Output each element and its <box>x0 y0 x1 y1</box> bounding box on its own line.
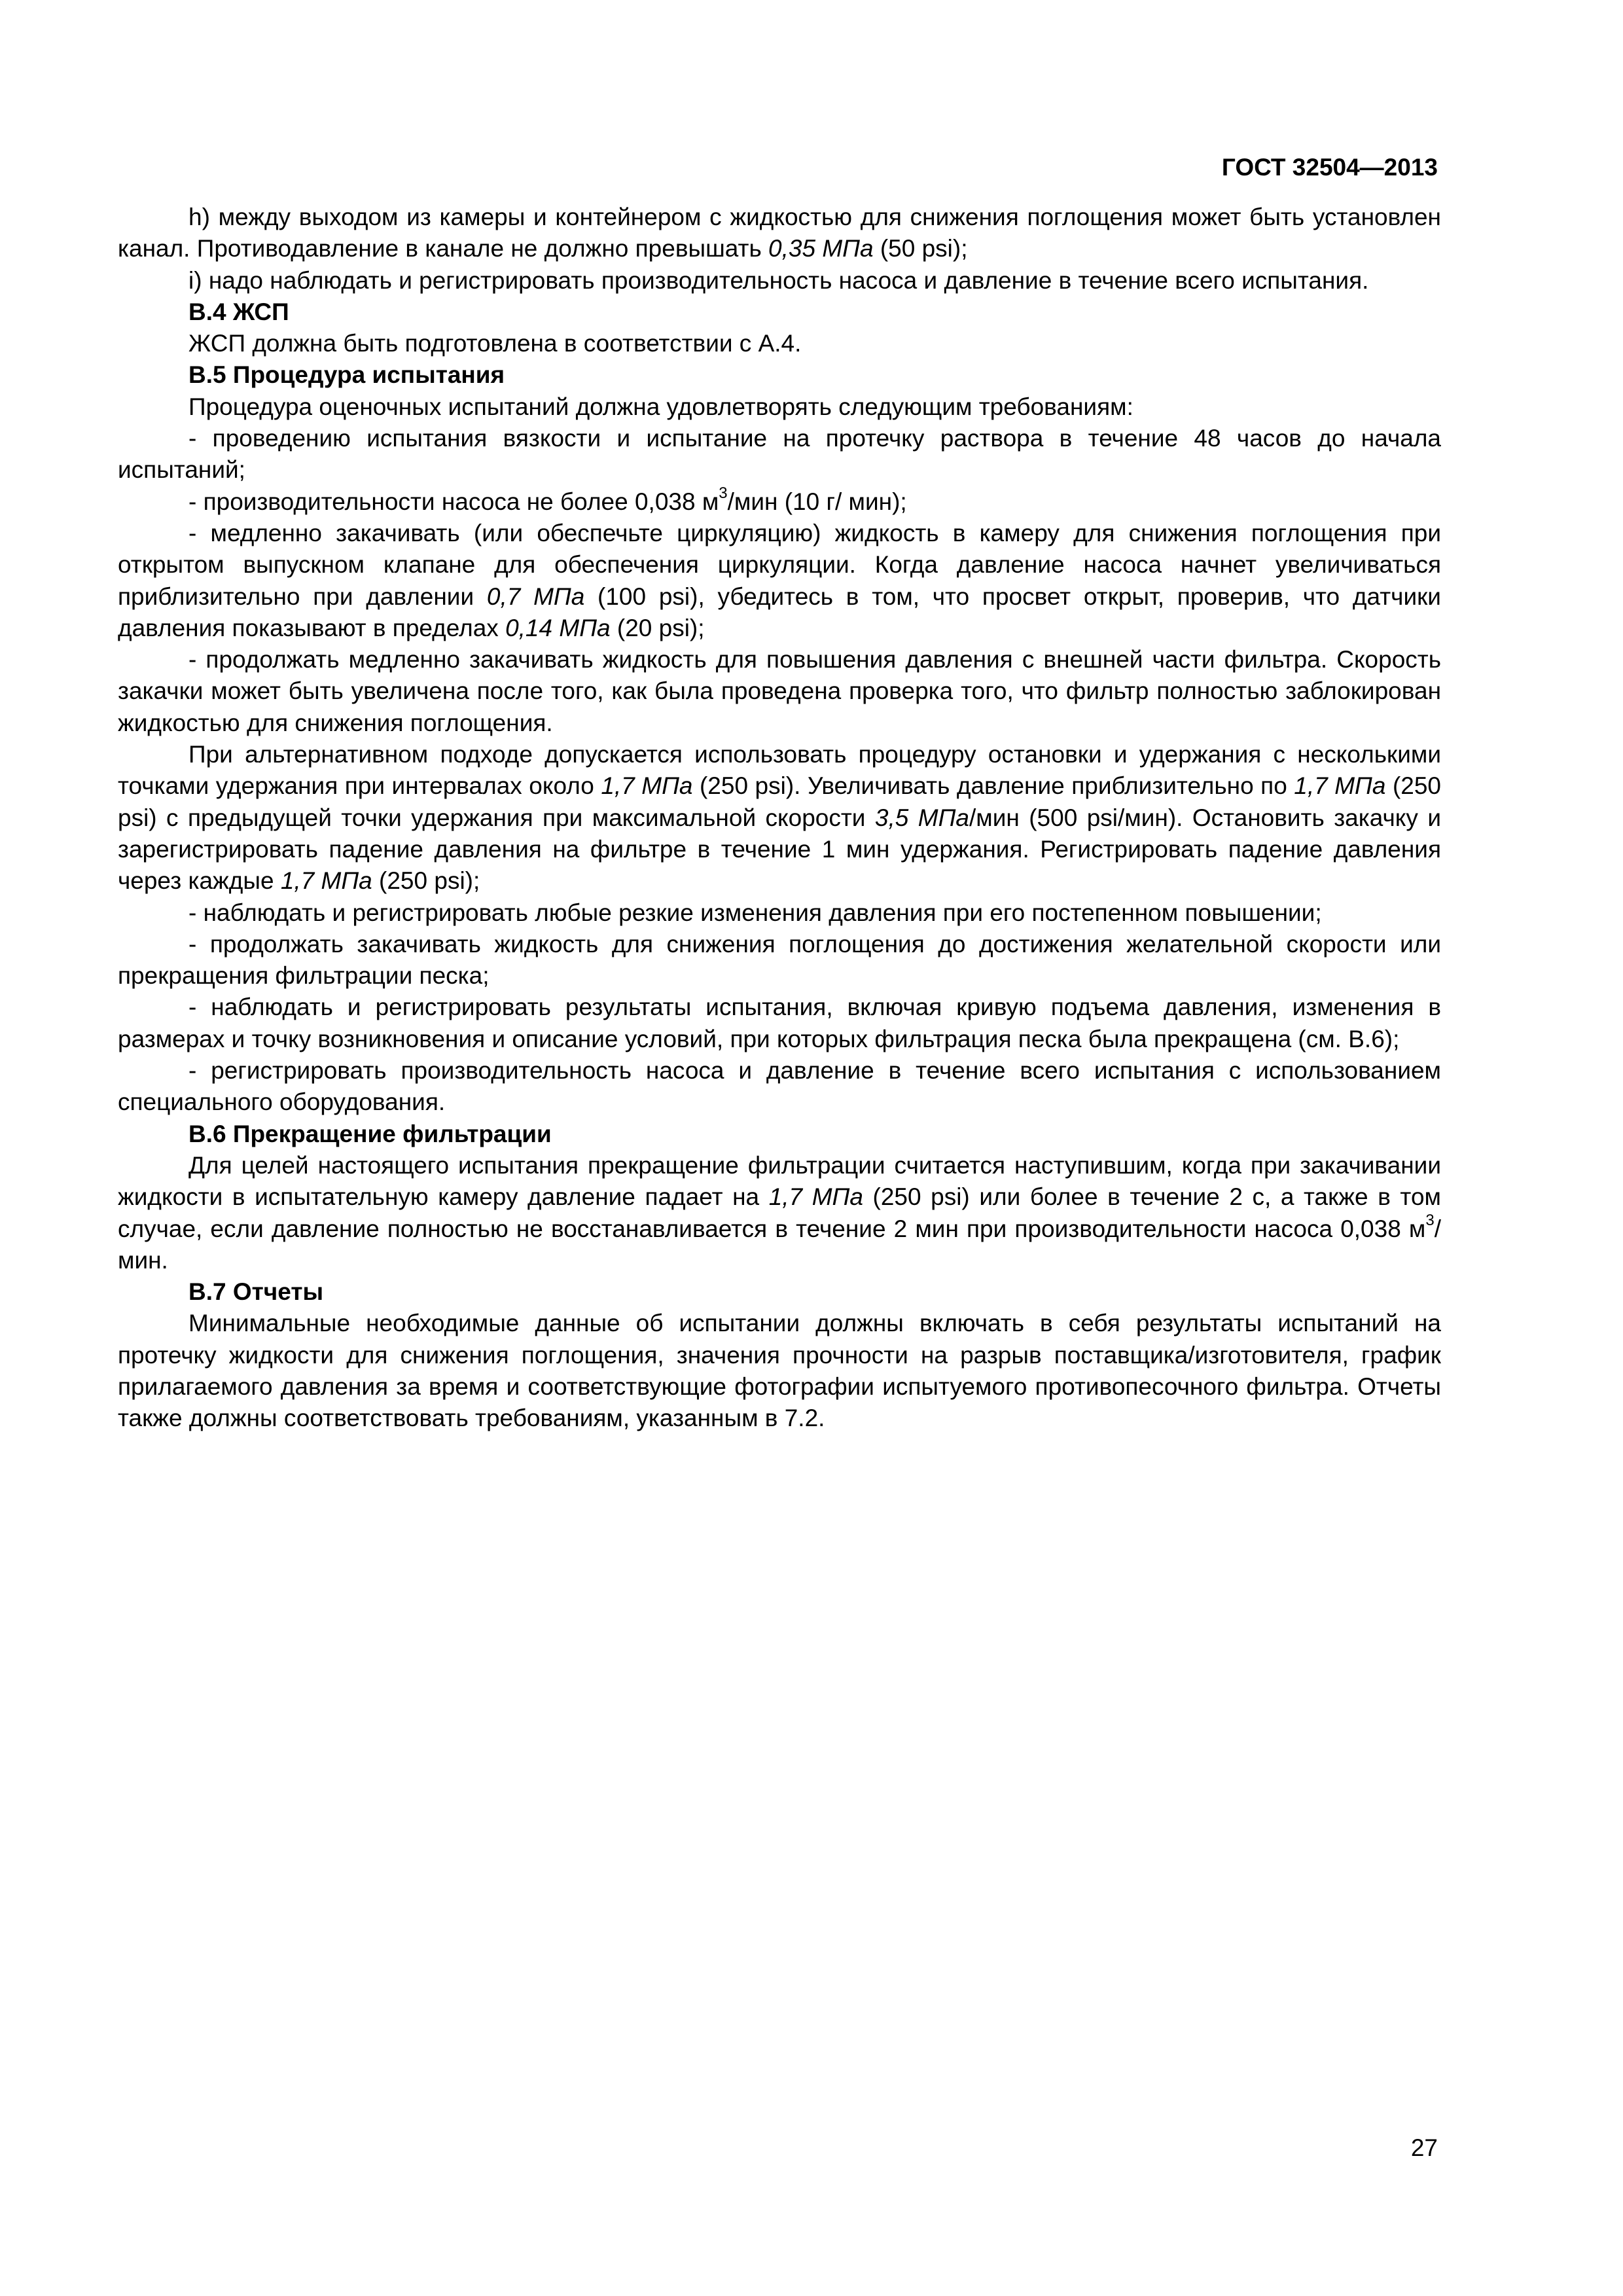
text-run: (20 psi); <box>610 614 705 641</box>
section-heading-b7: В.7 Отчеты <box>188 1278 324 1306</box>
list-item-i: i) надо наблюдать и регистрировать производительность насоса и давление в течение всего испытания. <box>188 266 1369 294</box>
paragraph-b4: ЖСП должна быть подготовлена в соответствии с А.4. <box>188 330 802 357</box>
pressure-value: 0,14 МПа <box>505 614 611 641</box>
text-run: - производительности насоса не более 0,038 м <box>188 488 719 515</box>
pressure-value: 0,35 МПа <box>768 235 874 262</box>
text-run: (250 psi) или более в течение 2 с, а также в том случае, если давление полностью не восстанавливается в течение 2 мин при производительности насоса 0,038 м <box>118 1183 1441 1242</box>
pressure-value: 1,7 МПа <box>280 867 372 895</box>
paragraph-b5-intro: Процедура оценочных испытаний должна удовлетворять следующим требованиям: <box>188 393 1133 420</box>
list-item-h <box>118 202 1441 265</box>
requirement-item <box>118 486 1441 518</box>
text-run: /мин (10 г/ мин); <box>727 488 907 515</box>
paragraph-b6 <box>118 1150 1441 1276</box>
section-heading-b4: В.4 ЖСП <box>188 298 289 325</box>
superscript: 3 <box>1425 1211 1435 1230</box>
text-run: (250 psi). Увеличивать давление приблизительно по <box>692 772 1294 800</box>
pressure-value: 1,7 МПа <box>601 772 693 800</box>
section-heading-b5: В.5 Процедура испытания <box>188 361 505 389</box>
requirement-item: - регистрировать производительность насоса и давление в течение всего испытания с использованием специального оборудования. <box>118 1057 1441 1116</box>
requirement-item <box>118 518 1441 644</box>
text-run: h) между выходом из камеры и контейнером с жидкостью для снижения поглощения может быть установлен канал. Противодавление в канале не должно превышать <box>118 204 1441 262</box>
text-run: /мин. <box>118 1215 1441 1274</box>
paragraph-alternative <box>118 739 1441 897</box>
document-header: ГОСТ 32504—2013 <box>1221 154 1438 181</box>
text-run: /мин (500 psi/мин). Остановить закачку и зарегистрировать падение давления на фильтре в течение 1 мин удержания. Регистрировать падение давления через каждые <box>118 804 1441 895</box>
superscript: 3 <box>719 484 728 503</box>
document-body <box>118 202 1441 1435</box>
requirement-item: - проведению испытания вязкости и испытание на протечку раствора в течение 48 часов до начала испытаний; <box>118 425 1441 484</box>
text-run: (250 psi) с предыдущей точки удержания при максимальной скорости <box>118 772 1441 831</box>
text-run: (50 psi); <box>873 235 968 262</box>
text-run: - медленно закачивать (или обеспечьте циркуляцию) жидкость в камеру для снижения поглощения при открытом выпускном клапане для обеспечения циркуляции. Когда давление насоса начнет увеличиваться приблизительно при давлении <box>118 519 1441 610</box>
text-run: Для целей настоящего испытания прекращение фильтрации считается наступившим, когда при закачивании жидкости в испытательную камеру давление падает на <box>118 1151 1441 1211</box>
text-run: (100 psi), убедитесь в том, что просвет открыт, проверив, что датчики давления показывают в пределах <box>118 583 1441 641</box>
requirement-item: - наблюдать и регистрировать любые резкие изменения давления при его постепенном повышении; <box>188 899 1322 926</box>
text-run: При альтернативном подходе допускается использовать процедуру остановки и удержания с несколькими точками удержания при интервалах около <box>118 741 1441 800</box>
requirement-item: - наблюдать и регистрировать результаты испытания, включая кривую подъема давления, изменения в размерах и точку возникновения и описание условий, при которых фильтрация песка была прекращена (см. В.6); <box>118 994 1441 1052</box>
page-number: 27 <box>1410 2134 1438 2161</box>
pressure-value: 1,7 МПа <box>768 1183 863 1211</box>
paragraph-b7: Минимальные необходимые данные об испытании должны включать в себя результаты испытаний на протечку жидкости для снижения поглощения, значения прочности на разрыв поставщика/изготовителя, график прилагаемого давления за время и соответствующие фотографии испытуемого противопесочного фильтра. Отчеты также должны соответствовать требованиям, указанным в 7.2. <box>118 1310 1441 1432</box>
section-heading-b6: В.6 Прекращение фильтрации <box>188 1120 552 1147</box>
pressure-value: 3,5 МПа <box>874 804 969 831</box>
pressure-value: 1,7 МПа <box>1294 772 1386 800</box>
requirement-item: - продолжать закачивать жидкость для снижения поглощения до достижения желательной скорости или прекращения фильтрации песка; <box>118 930 1441 990</box>
requirement-item: - продолжать медленно закачивать жидкость для повышения давления с внешней части фильтра. Скорость закачки может быть увеличена после того, как была проведена проверка того, что фильтр полностью заблокирован жидкостью для снижения поглощения. <box>118 646 1441 736</box>
text-run: (250 psi); <box>372 867 480 895</box>
pressure-value: 0,7 МПа <box>486 583 585 610</box>
